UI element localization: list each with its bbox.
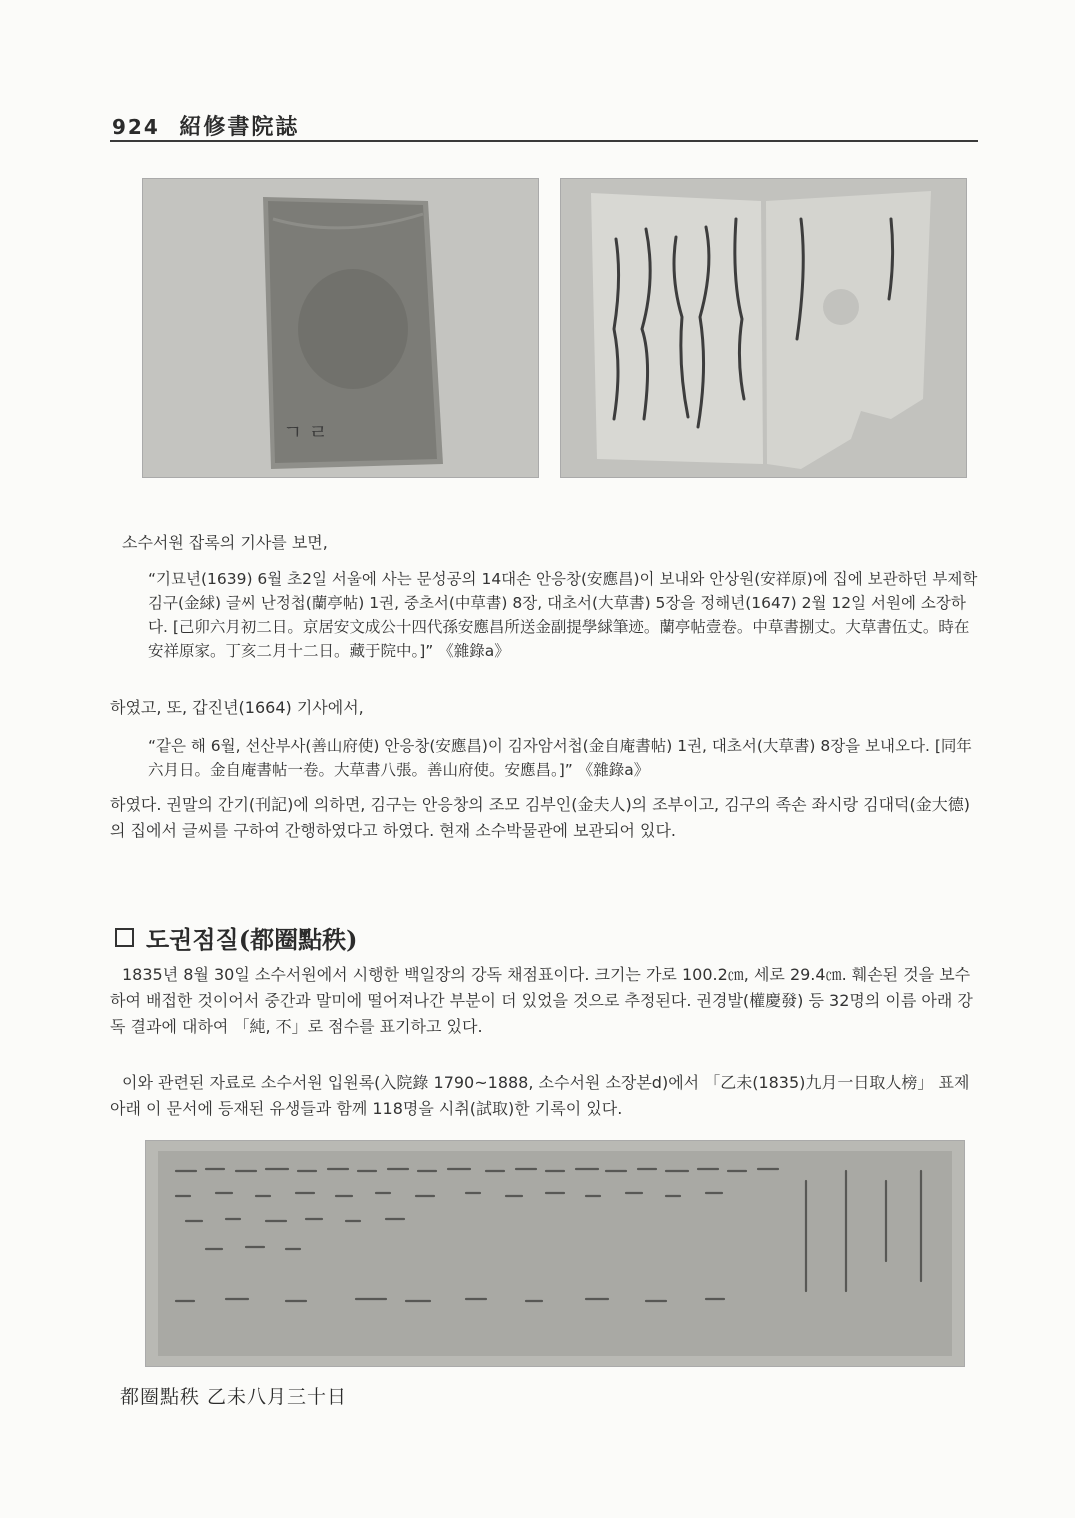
- photo-scroll-document: [145, 1140, 965, 1367]
- section-title: [115, 920, 357, 955]
- header-rule: [110, 140, 978, 142]
- photo-book-cover: [142, 178, 539, 478]
- page-number: 924: [112, 115, 160, 139]
- section-title-text: 도권점질(都圈點秩): [146, 925, 358, 954]
- open-pages-illustration: [561, 179, 966, 477]
- running-header: [112, 110, 299, 141]
- photo-caption: 都圈點秩 乙未八月三十日: [120, 1386, 348, 1408]
- scroll-illustration: [146, 1141, 964, 1366]
- book-title: 紹修書院誌: [179, 114, 300, 140]
- quote-1639: “기묘년(1639) 6월 초2일 서울에 사는 문성공의 14대손 안응창(安應昌)이 보내와 안상원(安祥原)에 집에 보관하던 부제학 김구(金絿) 글씨 난정첩(蘭亭帖) 1권, 중초서(中草書) 8장, 대초서(大草書) 5장을 정해년(1647) 2월 12일 서원에 소장하다. [己卯六月初二日。京居安文成公十四代孫安應昌所送金副提學絿筆迹。蘭亭帖壹卷。中草書捌丈。大草書伍丈。時在安祥原家。丁亥二月十二日。藏于院中。]” 《雜錄a》: [148, 570, 978, 660]
- mid-paragraph: 하였고, 또, 갑진년(1664) 기사에서,: [110, 698, 364, 717]
- section-paragraph-1: 1835년 8월 30일 소수서원에서 시행한 백일장의 강독 채점표이다. 크기는 가로 100.2㎝, 세로 29.4㎝. 훼손된 것을 보수하여 배접한 것이어서 중간과 말미에 떨어져나간 부분이 더 있었을 것으로 추정된다. 권경발(權慶發) 등 32명의 이름 아래 강독 결과에 대하여 「純, 不」로 점수를 표기하고 있다.: [110, 965, 973, 1036]
- intro-paragraph: 소수서원 잡록의 기사를 보면,: [122, 533, 328, 552]
- svg-text:ㄱ ㄹ: ㄱ ㄹ: [283, 420, 328, 444]
- book-cover-illustration: [143, 179, 538, 477]
- after-paragraph: 하였다. 권말의 간기(刊記)에 의하면, 김구는 안응창의 조모 김부인(金夫人)의 조부이고, 김구의 족손 좌시랑 김대덕(金大德)의 집에서 글씨를 구하여 간행하였다고 하였다. 현재 소수박물관에 보관되어 있다.: [110, 795, 970, 840]
- section-checkbox-icon: [115, 928, 134, 947]
- photo-open-pages: [560, 178, 967, 478]
- quote-1664: “같은 해 6월, 선산부사(善山府使) 안응창(安應昌)이 김자암서첩(金自庵書帖) 1권, 대초서(大草書) 8장을 보내오다. [同年六月日。金自庵書帖一卷。大草書八張。善山府使。安應昌。]” 《雜錄a》: [148, 737, 972, 779]
- section-paragraph-2: 이와 관련된 자료로 소수서원 입원록(入院錄 1790~1888, 소수서원 소장본d)에서 「乙未(1835)九月一日取人榜」 표제 아래 이 문서에 등재된 유생들과 함께 118명을 시취(試取)한 기록이 있다.: [110, 1073, 970, 1118]
